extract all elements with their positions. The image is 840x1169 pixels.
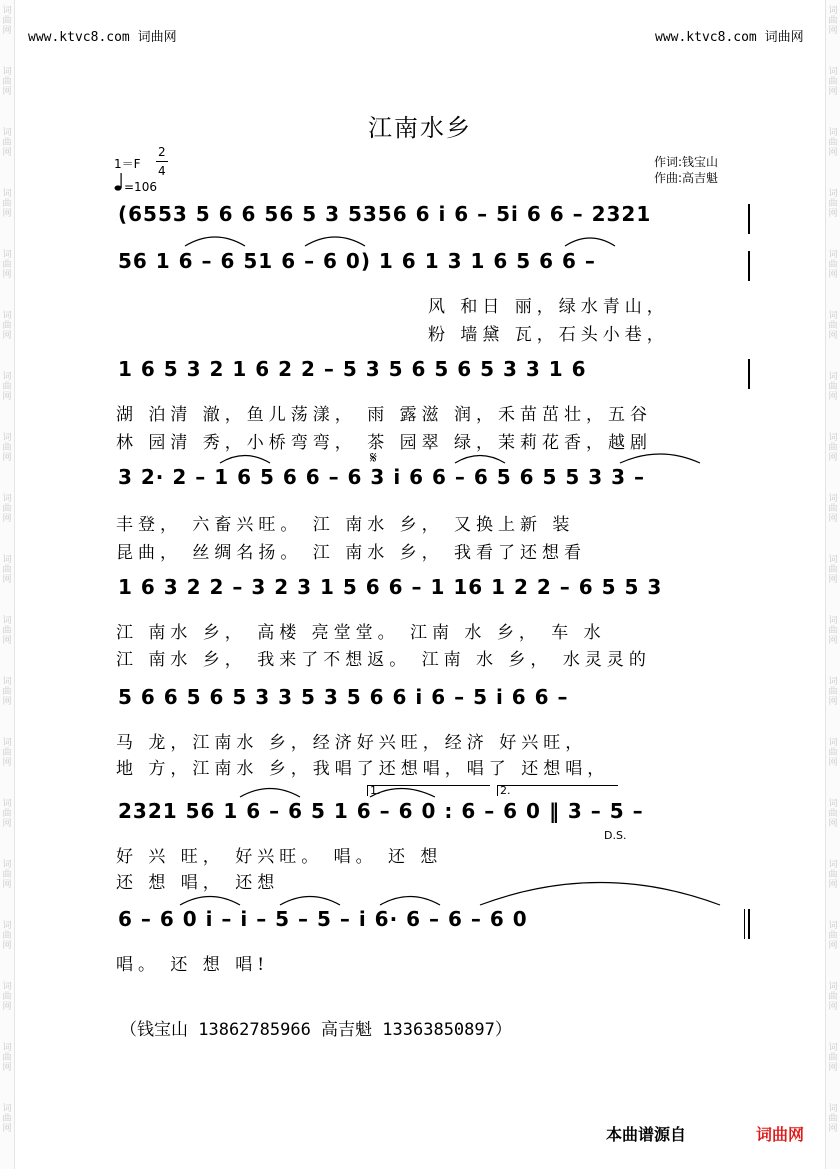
watermark-text: 词 曲 网 xyxy=(828,128,838,158)
lyric-line-4b: 昆曲， 丝绸名扬。 江 南水 乡， 我看了还想看 xyxy=(116,543,587,563)
lyric-line-5a: 江 南水 乡， 高楼 亮堂堂。 江南 水 乡， 车 水 xyxy=(116,623,606,643)
lyric-line-6a: 马 龙，江南水 乡，经济好兴旺，经济 好兴旺， xyxy=(116,733,588,753)
watermark-text: 词 曲 网 xyxy=(2,921,12,951)
tempo-marking: =106 xyxy=(124,180,157,194)
watermark-text: 词 曲 网 xyxy=(828,738,838,768)
lyric-line-2a: 风 和日 丽，绿水青山， xyxy=(428,297,669,317)
lyric-line-8: 唱。 还 想 唱! xyxy=(116,955,270,975)
watermark-text: 词 曲 网 xyxy=(2,738,12,768)
lyric-line-2b: 粉 墙黛 瓦，石头小巷， xyxy=(428,325,669,345)
watermark-text: 词 曲 网 xyxy=(828,67,838,97)
watermark-text: 词 曲 网 xyxy=(2,860,12,890)
lyricist-credit: 作词:钱宝山 xyxy=(654,155,719,169)
watermark-text: 词 曲 网 xyxy=(828,799,838,829)
watermark-text: 词 曲 网 xyxy=(2,250,12,280)
watermark-text: 词 曲 网 xyxy=(828,921,838,951)
notation-line-1: (6553 5 6 6 56 5 3 5356 6 i 6 – 5i 6 6 – 2321 xyxy=(118,202,652,226)
notation-line-4: 3 2· 2 – 1 6 5 6 6 – 6 3 i 6 6 – 6 5 6 5 5 3 3 – xyxy=(118,465,646,489)
watermark-text: 词 曲 网 xyxy=(2,555,12,585)
watermark-text: 词 曲 网 xyxy=(2,128,12,158)
lyric-line-3a: 湖 泊清 澈，鱼儿荡漾， 雨 露滋 润，禾苗茁壮，五谷 xyxy=(116,405,653,425)
volta-label-2: 2. xyxy=(500,784,511,797)
notation-line-6: 5 6 6 5 6 5 3 3 5 3 5 6 6 i 6 – 5 i 6 6 – xyxy=(118,685,569,709)
watermark-text: 词 曲 网 xyxy=(2,433,12,463)
watermark-text: 词 曲 网 xyxy=(2,67,12,97)
watermark-text: 词 曲 网 xyxy=(2,372,12,402)
watermark-text: 词 曲 网 xyxy=(2,799,12,829)
watermark-text: 词 曲 网 xyxy=(828,1043,838,1073)
site-header-right[interactable]: www.ktvc8.com 词曲网 xyxy=(655,30,804,45)
segno-symbol: 𝄋 xyxy=(370,448,377,467)
lyric-line-3b: 林 园清 秀，小桥弯弯， 茶 园翠 绿，茉莉花香，越剧 xyxy=(116,433,653,453)
lyric-line-7b: 还 想 唱， 还想 xyxy=(116,873,280,893)
watermark-text: 词 曲 网 xyxy=(828,189,838,219)
watermark-text: 词 曲 网 xyxy=(2,189,12,219)
watermark-text: 词 曲 网 xyxy=(2,677,12,707)
watermark-text: 词 曲 网 xyxy=(2,616,12,646)
notation-line-2: 56 1 6 – 6 51 6 – 6 0) 1 6 1 3 1 6 5 6 6 – xyxy=(118,249,596,273)
watermark-text: 词 曲 网 xyxy=(828,1104,838,1134)
dal-segno-marking: D.S. xyxy=(604,829,627,842)
watermark-text: 词 曲 网 xyxy=(828,616,838,646)
lyric-line-4a: 丰登， 六畜兴旺。 江 南水 乡， 又换上新 装 xyxy=(116,515,575,535)
time-signature-bottom: 4 xyxy=(158,164,166,178)
time-signature-top: 2 xyxy=(158,145,166,159)
lyric-line-7a: 好 兴 旺， 好兴旺。 唱。 还 想 xyxy=(116,847,443,867)
notation-line-7: 2321 56 1 6 – 6 5 1 6 – 6 0 : 6 – 6 0 ‖ 3 – 5 – xyxy=(118,799,644,823)
source-site-link[interactable]: 词曲网 xyxy=(756,1125,805,1144)
watermark-text: 词 曲 网 xyxy=(828,494,838,524)
watermark-text: 词 曲 网 xyxy=(2,1043,12,1073)
lyric-line-6b: 地 方，江南水 乡，我唱了还想唱，唱了 还想唱， xyxy=(116,759,610,779)
watermark-text: 词 曲 网 xyxy=(2,6,12,36)
source-label: 本曲谱源自 xyxy=(606,1125,687,1144)
watermark-text: 词 曲 网 xyxy=(828,311,838,341)
watermark-text: 词 曲 网 xyxy=(2,494,12,524)
notation-line-5: 1 6 3 2 2 – 3 2 3 1 5 6 6 – 1 16 1 2 2 – 6 5 5 3 xyxy=(118,575,663,599)
notation-line-8: 6 – 6 0 i – i – 5 – 5 – i 6· 6 – 6 – 6 0 xyxy=(118,907,528,931)
song-title: 江南水乡 xyxy=(368,114,472,142)
volta-label-1: 1. xyxy=(370,784,381,797)
watermark-text: 词 曲 网 xyxy=(2,982,12,1012)
watermark-text: 词 曲 网 xyxy=(2,311,12,341)
site-header-left[interactable]: www.ktvc8.com 词曲网 xyxy=(28,30,177,45)
watermark-text: 词 曲 网 xyxy=(828,677,838,707)
watermark-text: 词 曲 网 xyxy=(828,6,838,36)
watermark-text: 词 曲 网 xyxy=(828,372,838,402)
lyric-line-5b: 江 南水 乡， 我来了不想返。 江南 水 乡， 水灵灵的 xyxy=(116,650,651,670)
composer-credit: 作曲:高吉魁 xyxy=(654,171,719,185)
watermark-text: 词 曲 网 xyxy=(828,250,838,280)
watermark-text: 词 曲 网 xyxy=(828,982,838,1012)
contact-info: （钱宝山 13862785966 高吉魁 13363850897） xyxy=(120,1020,512,1040)
watermark-text: 词 曲 网 xyxy=(2,1104,12,1134)
watermark-text: 词 曲 网 xyxy=(828,433,838,463)
notation-line-3: 1 6 5 3 2 1 6 2 2 – 5 3 5 6 5 6 5 3 3 1 6 xyxy=(118,357,587,381)
watermark-text: 词 曲 网 xyxy=(828,555,838,585)
key-signature: 1＝F xyxy=(114,157,141,171)
watermark-text: 词 曲 网 xyxy=(828,860,838,890)
